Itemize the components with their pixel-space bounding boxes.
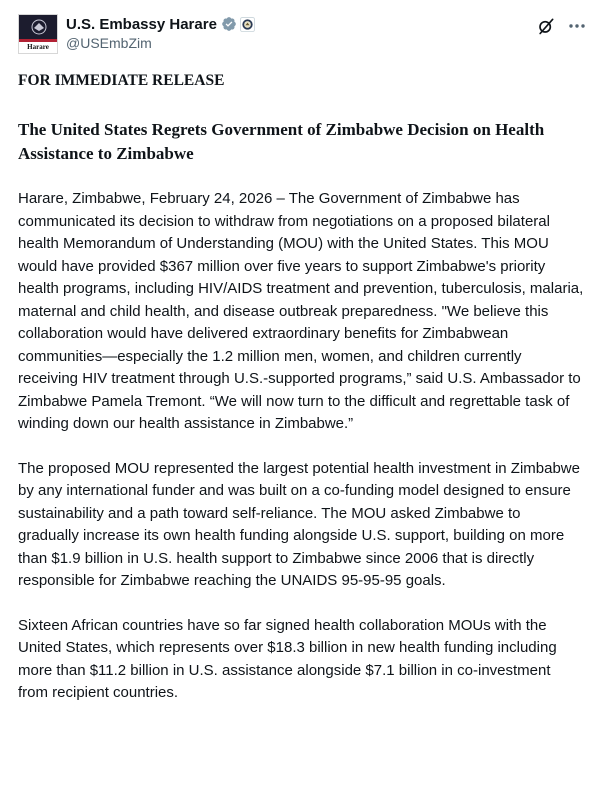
name-row [66, 14, 255, 34]
embassy-seal-icon [31, 19, 47, 35]
account-handle[interactable]: @USEmbZim [66, 35, 152, 51]
more-options-icon[interactable] [566, 16, 588, 36]
post-paragraph-2: The proposed MOU represented the largest potential health investment in Zimbabwe by any international funder and was built on a co-funding model designed to ensure sustainability and a path toward self-reliance. The MOU asked Zimbabwe to gradually increase its own health funding alongside U.S. support, building on more than $1.9 billion in U.S. health support to Zimbabwe since 2006 that is directly responsible for Zimbabwe reaching the UNAIDS 95-95-95 goals. [18, 459, 580, 589]
verified-badge-icon[interactable] [221, 16, 237, 32]
grok-icon[interactable] [536, 16, 556, 36]
avatar-stripe [19, 39, 57, 42]
avatar[interactable] [18, 14, 58, 54]
post-actions [536, 16, 588, 36]
avatar-band [19, 15, 57, 39]
post-headline: The United States Regrets Government of Zimbabwe Decision on Health Assistance to Zimbabwe [18, 120, 545, 163]
post-paragraph-3: Sixteen African countries have so far signed health collaboration MOUs with the United States, which represents over $18.3 billion in new health funding including more than $11.2 billion in U.S. assistance alongside $7.1 billion in co-investment from recipient countries. [18, 616, 557, 701]
post-body [18, 70, 584, 727]
government-seal-icon[interactable] [240, 17, 255, 32]
release-label: FOR IMMEDIATE RELEASE [18, 72, 225, 89]
post-paragraph-1: Harare, Zimbabwe, February 24, 2026 – The Government of Zimbabwe has communicated its decision to withdraw from negotiations on a proposed bilateral health Memorandum of Understanding (MOU) with the United States. This MOU would have provided $367 million over five years to support Zimbabwe's priority health programs, including HIV/AIDS treatment and prevention, tuberculosis, malaria, maternal and child health, and disease outbreak preparedness. "We believe this collaboration would have delivered extraordinary benefits for Zimbabwean communities—especially the 1.2 million men, women, and children currently receiving HIV treatment through U.S.-supported programs,” said U.S. Ambassador to Zimbabwe Pamela Tremont. “We will now turn to the difficult and regrettable task of winding down our health assistance in Zimbabwe.” [18, 190, 584, 432]
avatar-label: Harare [27, 43, 49, 51]
account-names [66, 14, 255, 51]
post-header [18, 12, 588, 56]
display-name[interactable]: U.S. Embassy Harare [66, 15, 217, 33]
